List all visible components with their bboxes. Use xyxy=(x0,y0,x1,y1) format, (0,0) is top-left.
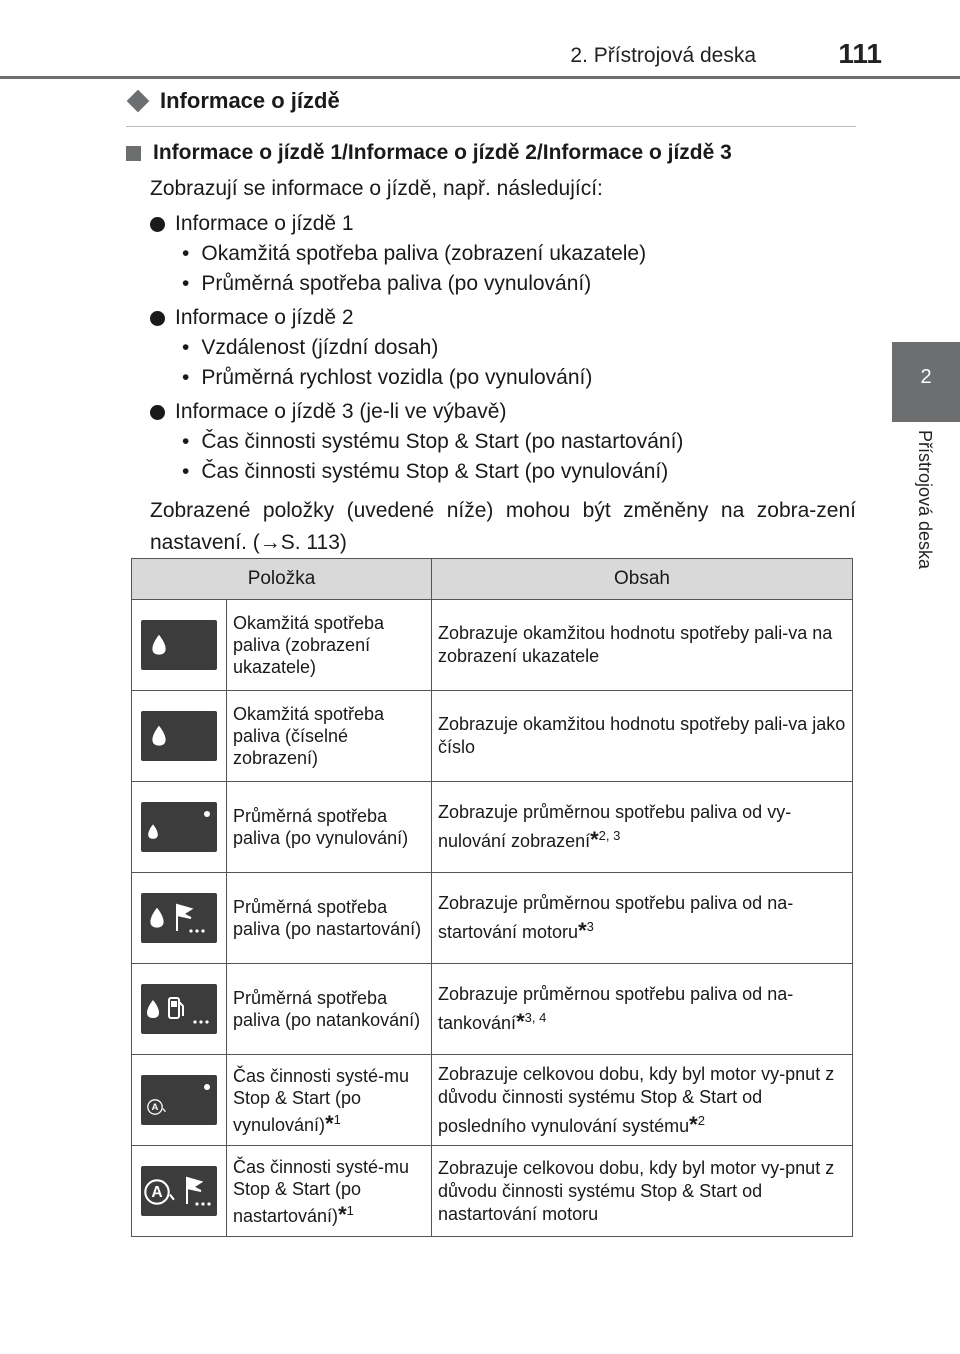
diamond-icon xyxy=(127,90,150,113)
table-row xyxy=(132,782,853,873)
column-header-item: Položka xyxy=(132,559,432,600)
chapter-tab xyxy=(892,342,960,422)
icon-cell xyxy=(132,691,227,782)
svg-text:A: A xyxy=(151,1184,163,1202)
subsection-heading xyxy=(126,141,856,165)
table-row xyxy=(132,691,853,782)
footnote-mark: *$^2$ xyxy=(689,1111,705,1137)
group-label: Informace o jízdě 2 xyxy=(175,306,354,329)
section-heading xyxy=(126,88,856,127)
item-text: Okamžitá spotřeba paliva (zobrazení ukazatele) xyxy=(233,613,385,677)
group-label: Informace o jízdě 1 xyxy=(175,212,354,235)
items-table xyxy=(131,558,853,1237)
item-cell xyxy=(227,782,432,873)
icon-cell xyxy=(132,873,227,964)
svg-text:A: A xyxy=(151,1102,159,1114)
content-text: Zobrazuje celkovou dobu, kdy byl motor vy-pnut z důvodu činnosti systému Stop & Start od nastartování motoru xyxy=(438,1157,835,1224)
table-row xyxy=(132,1055,853,1146)
content-text: Zobrazuje průměrnou spotřebu paliva od na-startování motoru xyxy=(438,893,794,942)
content-cell xyxy=(432,1146,853,1237)
note-paragraph: Zobrazené položky (uvedené níže) mohou být změněny na zobra-zení nastavení. (→S. 113) xyxy=(150,499,856,554)
item-cell xyxy=(227,1146,432,1237)
list-item: • Čas činnosti systému Stop & Start (po vynulování) xyxy=(182,457,856,487)
page-number: 111 xyxy=(838,38,882,69)
item-text: Čas činnosti systé-mu Stop & Start (po nastartování) xyxy=(233,1156,410,1226)
content-cell xyxy=(432,691,853,782)
content-text: Zobrazuje celkovou dobu, kdy byl motor vy-pnut z důvodu činnosti systému Stop & Start od posledního vynulování systému xyxy=(438,1063,835,1136)
table-row xyxy=(132,873,853,964)
item-cell xyxy=(227,964,432,1055)
item-text: Průměrná spotřeba paliva (po vynulování) xyxy=(233,806,409,848)
list-item: • Vzdálenost (jízdní dosah) xyxy=(182,333,856,363)
footnote-mark: *$^{3, 4}$ xyxy=(516,1009,547,1034)
stop-start-reset-icon xyxy=(141,1075,217,1125)
table-row xyxy=(132,1146,853,1237)
list-item: • Průměrná rychlost vozidla (po vynulování) xyxy=(182,363,856,393)
list-item: • Průměrná spotřeba paliva (po vynulování) xyxy=(182,269,856,299)
footnote-mark: *$^1$ xyxy=(338,1201,354,1227)
icon-cell xyxy=(132,1146,227,1237)
bullet-dot-icon xyxy=(150,311,165,326)
footnote-mark: *$^1$ xyxy=(325,1110,341,1136)
list-item: • Čas činnosti systému Stop & Start (po nastartování) xyxy=(182,427,856,457)
icon-cell xyxy=(132,1055,227,1146)
page-content xyxy=(126,88,856,559)
item-cell xyxy=(227,873,432,964)
content-cell xyxy=(432,782,853,873)
chapter-title: 2. Přístrojová deska xyxy=(570,44,756,67)
section-title: Informace o jízdě xyxy=(160,88,340,113)
item-cell xyxy=(227,1055,432,1146)
chapter-tab-number: 2 xyxy=(920,366,932,388)
info-group-3 xyxy=(150,397,856,487)
item-text: Okamžitá spotřeba paliva (číselné zobrazení) xyxy=(233,704,385,768)
page-header xyxy=(0,0,960,80)
content-cell xyxy=(432,600,853,691)
fuel-drop-numeric-icon xyxy=(141,711,217,761)
header-rule xyxy=(0,76,960,79)
fuel-drop-pump-icon xyxy=(141,984,217,1034)
column-header-content: Obsah xyxy=(432,559,853,600)
item-text: Průměrná spotřeba paliva (po natankování) xyxy=(233,988,421,1030)
content-cell xyxy=(432,964,853,1055)
content-text: Zobrazuje okamžitou hodnotu spotřeby pali-va na zobrazení ukazatele xyxy=(438,623,833,666)
chapter-side-label-text: Přístrojová deska xyxy=(915,430,935,570)
item-text: Čas činnosti systé-mu Stop & Start (po vynulování) xyxy=(233,1065,410,1135)
fuel-drop-flag-icon xyxy=(141,893,217,943)
content-text: Zobrazuje průměrnou spotřebu paliva od vy-nulování zobrazení xyxy=(438,802,792,851)
icon-cell xyxy=(132,782,227,873)
info-group-1 xyxy=(150,209,856,299)
fuel-drop-gauge-icon xyxy=(141,620,217,670)
subsection-title: Informace o jízdě 1/Informace o jízdě 2/Informace o jízdě 3 xyxy=(153,141,732,164)
content-cell xyxy=(432,873,853,964)
icon-cell xyxy=(132,964,227,1055)
item-text: Průměrná spotřeba paliva (po nastartování) xyxy=(233,897,422,939)
content-text: Zobrazuje okamžitou hodnotu spotřeby pali-va jako číslo xyxy=(438,714,846,757)
list-item: • Okamžitá spotřeba paliva (zobrazení ukazatele) xyxy=(182,239,856,269)
fuel-drop-reset-icon xyxy=(141,802,217,852)
stop-start-flag-icon xyxy=(141,1166,217,1216)
table-header-row xyxy=(132,559,853,600)
item-cell xyxy=(227,600,432,691)
bullet-dot-icon xyxy=(150,405,165,420)
group-label: Informace o jízdě 3 (je-li ve výbavě) xyxy=(175,400,507,423)
icon-cell xyxy=(132,600,227,691)
item-cell xyxy=(227,691,432,782)
content-text: Zobrazuje průměrnou spotřebu paliva od na-tankování xyxy=(438,984,794,1033)
table-row xyxy=(132,964,853,1055)
intro-paragraph: Zobrazují se informace o jízdě, např. následující: xyxy=(150,177,603,200)
footnote-mark: *$^3$ xyxy=(578,918,594,943)
footnote-mark: *$^{2, 3}$ xyxy=(590,827,621,852)
content-cell xyxy=(432,1055,853,1146)
info-group-2 xyxy=(150,303,856,393)
chapter-side-label xyxy=(914,430,938,630)
table-row xyxy=(132,600,853,691)
square-bullet-icon xyxy=(126,146,141,161)
bullet-dot-icon xyxy=(150,217,165,232)
